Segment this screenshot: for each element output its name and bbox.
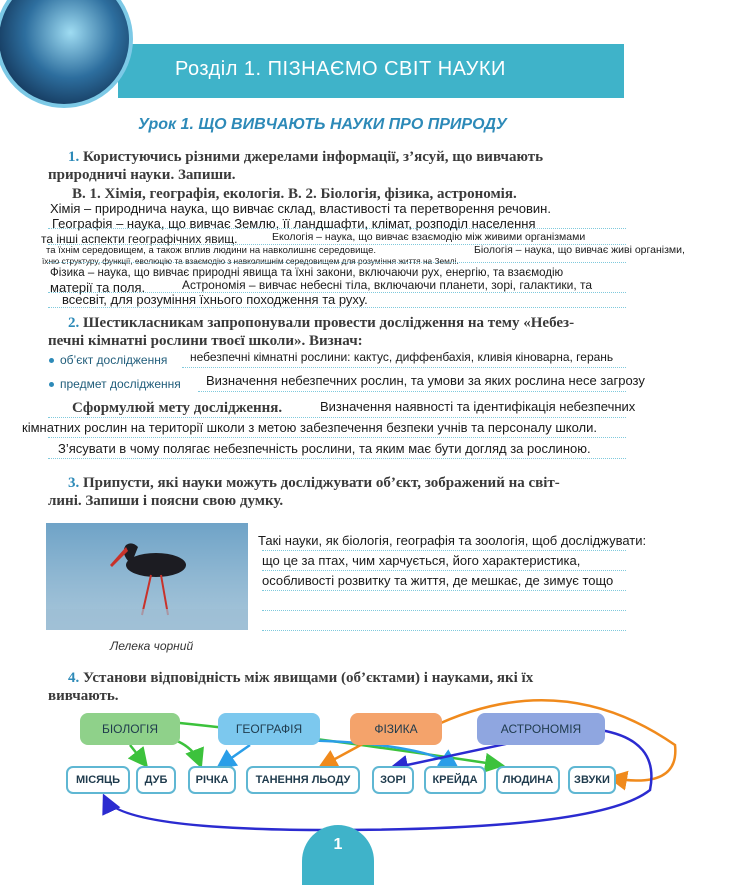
task1-answer-line3a: та інші аспекти географічних явищ. <box>41 232 238 246</box>
object-chalk[interactable]: КРЕЙДА <box>424 766 486 794</box>
task1-answer-line7a: матерії та поля. <box>50 280 146 295</box>
task1-answer-line4a: та їхнім середовищем, а також вплив людини на навколишнє середовище. <box>46 245 377 256</box>
task2-number: 2. <box>68 315 80 331</box>
object-oak[interactable]: ДУБ <box>136 766 176 794</box>
task1-text-line1: Користуючись різними джерелами інформації, з’ясуй, що вивчають <box>83 149 544 165</box>
subject-answer: Визначення небезпечних рослин, та умови за яких рослина несе загрозу <box>206 373 645 388</box>
task1-answer-line8: всесвіт, для розуміння їхнього походження та руху. <box>62 292 368 307</box>
page-number: 1 <box>302 825 374 885</box>
science-biology[interactable]: БІОЛОГІЯ <box>80 713 180 745</box>
task1-text-line2: природничі науки. Запиши. <box>48 167 236 183</box>
task1-answer-line3b: Екологія – наука, що вивчає взаємодію між живими організмами <box>272 231 586 243</box>
lesson-title: Урок 1. ЩО ВИВЧАЮТЬ НАУКИ ПРО ПРИРОДУ <box>138 116 507 133</box>
task1-answer-line7b: Астрономія – вивчає небесні тіла, включаючи планети, зорі, галактики, та <box>182 278 593 292</box>
task2-text-line2: печні кімнатні рослини твоєї школи». Визнач: <box>48 333 363 349</box>
task1-answer-line6: Фізика – наука, що вивчає природні явища та їхні закони, включаючи рух, енергію, та взаємодію <box>50 267 564 279</box>
object-label: об’єкт дослідження <box>49 353 167 367</box>
goal-line3: З’ясувати в чому полягає небезпечність рослини, та яким має бути догляд за рослиною. <box>58 441 591 456</box>
object-stars[interactable]: ЗОРІ <box>372 766 414 794</box>
subject-label: предмет дослідження <box>49 377 181 391</box>
task3-number: 3. <box>68 475 80 491</box>
task2-text-line1: Шестикласникам запропонували провести дослідження на тему «Небез- <box>83 315 575 331</box>
goal-line2: кімнатних рослин на території школи з метою забезпечення безпеки учнів та персоналу школи. <box>22 420 597 435</box>
goal-line1: Визначення наявності та ідентифікація небезпечних <box>320 399 636 414</box>
task1-answer-line1: Хімія – природнича наука, що вивчає склад, властивості та перетворення речовин. <box>50 201 551 216</box>
task3-text-line2: лині. Запиши і поясни свою думку. <box>48 493 284 509</box>
science-astronomy[interactable]: АСТРОНОМІЯ <box>477 713 605 745</box>
task1-variants: В. 1. Хімія, географія, екологія. В. 2. Біологія, фізика, астрономія. <box>72 186 517 202</box>
task3-answer-line1: Такі науки, як біологія, географія та зоологія, щоб досліджувати: <box>258 533 647 548</box>
task1-answer-line4b: Біологія – наука, що вивчає живі організми, <box>474 244 685 256</box>
task3-text-line1: Припусти, які науки можуть досліджувати об’єкт, зображений на світ- <box>83 475 560 491</box>
task1-number: 1. <box>68 149 80 165</box>
goal-prompt: Сформулюй мету дослідження. <box>72 400 283 416</box>
photo-caption: Лелека чорний <box>110 639 194 653</box>
object-ice-melting[interactable]: ТАНЕННЯ ЛЬОДУ <box>246 766 360 794</box>
task4-text-line2: вивчають. <box>48 688 119 704</box>
chapter-title: Розділ 1. ПІЗНАЄМО СВІТ НАУКИ <box>175 58 506 80</box>
task3-answer-line3: особливості розвитку та життя, де мешкає, де зимує тощо <box>262 573 614 588</box>
object-answer: небезпечні кімнатні рослини: кактус, диффенбахія, кливія кіноварна, герань <box>190 350 614 364</box>
object-human[interactable]: ЛЮДИНА <box>496 766 560 794</box>
task3-answer-line2: що це за птах, чим харчується, його характеристика, <box>262 553 581 568</box>
object-river[interactable]: РІЧКА <box>188 766 236 794</box>
task1-answer-line5: їхню структуру, функції, еволюцію та взаємодію з навколишнім середовищем для розуміння життя на Землі. <box>42 256 459 266</box>
task4-text-line1: Установи відповідність між явищами (об’єктами) і науками, які їх <box>83 670 534 686</box>
task4-number: 4. <box>68 670 80 686</box>
task1-answer-line2: Географія – наука, що вивчає Землю, її ландшафти, клімат, розподіл населення <box>52 216 536 231</box>
science-physics[interactable]: ФІЗИКА <box>350 713 442 745</box>
object-sounds[interactable]: ЗВУКИ <box>568 766 616 794</box>
science-geography[interactable]: ГЕОГРАФІЯ <box>218 713 320 745</box>
object-moon[interactable]: МІСЯЦЬ <box>66 766 130 794</box>
